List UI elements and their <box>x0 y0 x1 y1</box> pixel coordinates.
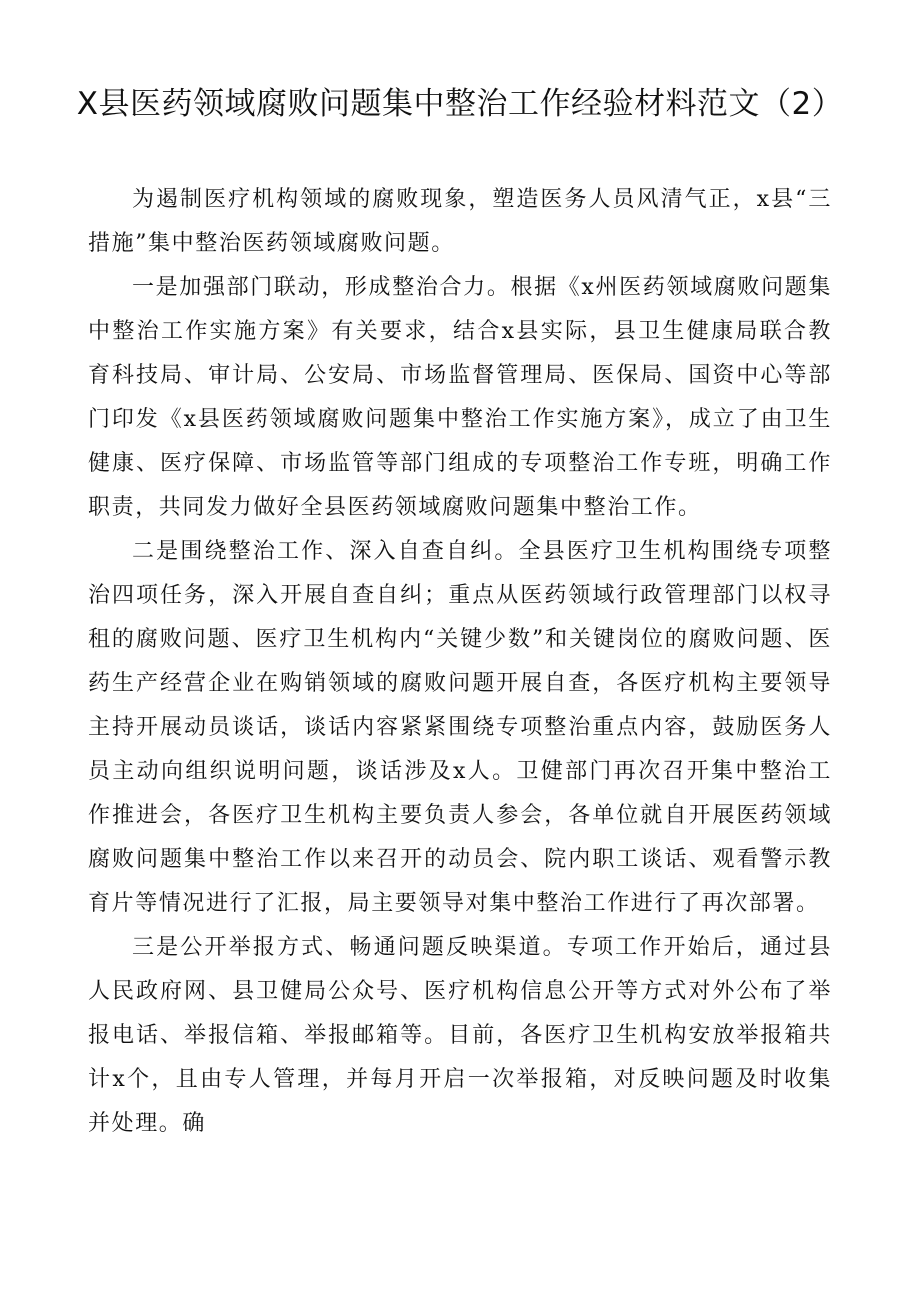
paragraph-measure-one: 一是加强部门联动，形成整治合力。根据《x州医药领域腐败问题集中整治工作实施方案》有关要求，结合x县实际，县卫生健康局联合教育科技局、审计局、公安局、市场监督管理局、医保局、国资中心等部门印发《x县医药领域腐败问题集中整治工作实施方案》，成立了由卫生健康、医疗保障、市场监管等部门组成的专项整治工作专班，明确工作职责，共同发力做好全县医药领域腐败问题集中整治工作。 <box>88 275 832 520</box>
paragraph-intro: 为遏制医疗机构领域的腐败现象，塑造医务人员风清气正，x县“三措施”集中整治医药领域腐败问题。 <box>88 187 832 256</box>
paragraph-measure-three: 三是公开举报方式、畅通问题反映渠道。专项工作开始后，通过县人民政府网、县卫健局公众号、医疗机构信息公开等方式对外公布了举报电话、举报信箱、举报邮箱等。目前，各医疗卫生机构安放举报箱共计x个，且由专人管理，并每月开启一次举报箱，对反映问题及时收集并处理。确 <box>88 935 832 1136</box>
document-body <box>88 178 832 1146</box>
paragraph-measure-two: 二是围绕整治工作、深入自查自纠。全县医疗卫生机构围绕专项整治四项任务，深入开展自查自纠；重点从医药领域行政管理部门以权寻租的腐败问题、医疗卫生机构内“关键少数”和关键岗位的腐败问题、医药生产经营企业在购销领域的腐败问题开展自查，各医疗机构主要领导主持开展动员谈话，谈话内容紧紧围绕专项整治重点内容，鼓励医务人员主动向组织说明问题，谈话涉及x人。卫健部门再次召开集中整治工作推进会，各医疗卫生机构主要负责人参会，各单位就自开展医药领域腐败问题集中整治工作以来召开的动员会、院内职工谈话、观看警示教育片等情况进行了汇报，局主要领导对集中整治工作进行了再次部署。 <box>88 539 832 916</box>
document-title: X县医药领域腐败问题集中整治工作经验材料范文（2） <box>76 86 844 122</box>
